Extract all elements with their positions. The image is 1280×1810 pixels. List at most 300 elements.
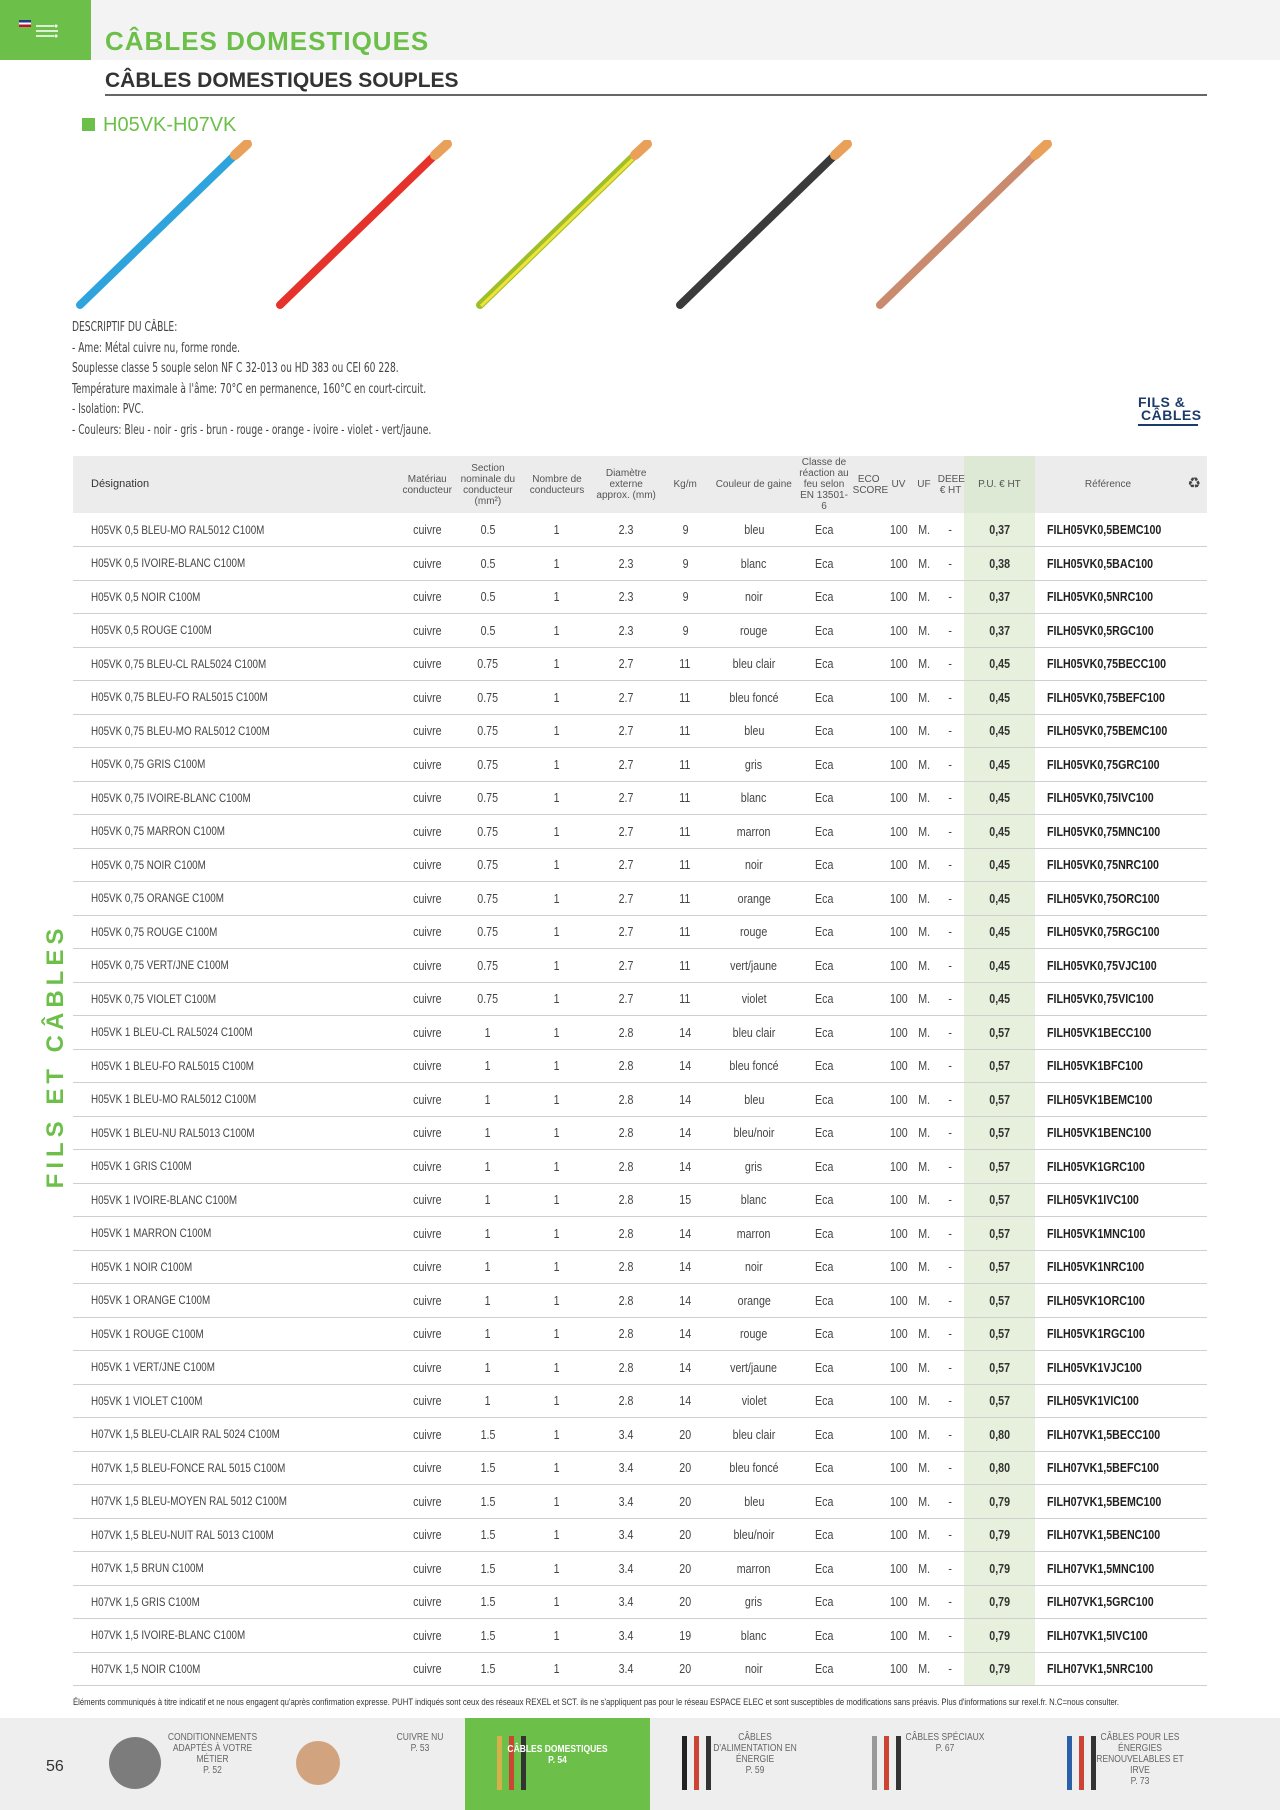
cell-uv: 100 [886,1116,912,1150]
cell-reference: FILH05VK0,75IVC100 [1035,781,1182,815]
cell-pu: 0,57 [964,1150,1034,1184]
cell-couleur: gris [711,1150,796,1184]
cell-empty [1181,949,1207,983]
cell-designation: H07VK 1,5 BLEU-MOYEN RAL 5012 C100M [73,1485,400,1519]
cell-classe: Eca [796,882,851,916]
cell-kgkm: 11 [659,815,711,849]
cell-couleur: noir [711,580,796,614]
cell-uf: M. [911,848,937,882]
cell-deee: - [937,781,965,815]
cell-couleur: violet [711,1384,796,1418]
cell-pu: 0,45 [964,748,1034,782]
cell-kgkm: 11 [659,982,711,1016]
nav-label: CUIVRE NU P. 53 [369,1732,471,1754]
cell-reference: FILH07VK1,5BEMC100 [1035,1485,1182,1519]
nav-label: CÂBLES D'ALIMENTATION EN ÉNERGIE P. 59 [704,1732,806,1776]
cell-diametre: 2.7 [593,982,659,1016]
product-table [73,456,1207,1686]
cell-uf: M. [911,1451,937,1485]
cell-designation: H07VK 1,5 BLEU-NUIT RAL 5013 C100M [73,1518,400,1552]
cell-couleur: noir [711,1250,796,1284]
cell-materiau: cuivre [400,1552,455,1586]
col-couleur: Couleur de gaine [711,456,796,513]
cell-deee: - [937,1652,965,1686]
cell-kgkm: 20 [659,1451,711,1485]
cell-kgkm: 20 [659,1518,711,1552]
table-row [73,647,1207,681]
cell-classe: Eca [796,580,851,614]
cell-reference: FILH07VK1,5BEFC100 [1035,1451,1182,1485]
cell-diametre: 2.8 [593,1384,659,1418]
cell-designation: H05VK 0,75 GRIS C100M [73,748,400,782]
cell-diametre: 2.8 [593,1217,659,1251]
cell-uv: 100 [886,1150,912,1184]
cell-designation: H05VK 0,75 VIOLET C100M [73,982,400,1016]
description-line: Température maximale à l'âme: 70°C en permanence, 160°C en court-circuit. [72,381,427,397]
cell-deee: - [937,982,965,1016]
cell-uv: 100 [886,1183,912,1217]
cell-classe: Eca [796,1518,851,1552]
cell-eco [852,1016,886,1050]
col-uv: UV [886,456,912,513]
cell-deee: - [937,647,965,681]
cell-eco [852,1585,886,1619]
col-diametre: Diamètre externe approx. (mm) [593,456,659,513]
table-row [73,1418,1207,1452]
cell-empty [1181,1552,1207,1586]
table-row [73,1217,1207,1251]
cell-eco [852,547,886,581]
cell-designation: H07VK 1,5 BRUN C100M [73,1552,400,1586]
cell-uv: 100 [886,949,912,983]
cell-materiau: cuivre [400,547,455,581]
cell-materiau: cuivre [400,1083,455,1117]
cell-pu: 0,79 [964,1585,1034,1619]
cell-classe: Eca [796,1284,851,1318]
cell-pu: 0,80 [964,1451,1034,1485]
cell-eco [852,1049,886,1083]
cell-reference: FILH05VK0,75RGC100 [1035,915,1182,949]
cell-uv: 100 [886,1451,912,1485]
cell-materiau: cuivre [400,781,455,815]
cell-designation: H05VK 0,75 NOIR C100M [73,848,400,882]
cell-couleur: noir [711,848,796,882]
cell-classe: Eca [796,1418,851,1452]
cell-pu: 0,79 [964,1518,1034,1552]
cell-pu: 0,37 [964,580,1034,614]
table-header-row [73,456,1207,513]
table-row [73,1183,1207,1217]
cell-designation: H05VK 1 ROUGE C100M [73,1317,400,1351]
cable-image [480,144,647,306]
nav-label: CÂBLES DOMESTIQUES P. 54 [479,1744,636,1766]
cell-materiau: cuivre [400,1652,455,1686]
cell-designation: H07VK 1,5 BLEU-CLAIR RAL 5024 C100M [73,1418,400,1452]
nav-page: P. 73 [1130,1776,1150,1787]
product-title-text: H05VK-H07VK [103,114,237,136]
cell-empty [1181,681,1207,715]
cell-section: 0.75 [455,748,521,782]
cell-classe: Eca [796,781,851,815]
cell-classe: Eca [796,748,851,782]
cell-couleur: noir [711,1652,796,1686]
cell-eco [852,915,886,949]
cell-classe: Eca [796,1384,851,1418]
cell-diametre: 2.8 [593,1351,659,1385]
cell-diametre: 2.7 [593,949,659,983]
cell-materiau: cuivre [400,1351,455,1385]
logo-bar [1138,424,1198,426]
table-row [73,681,1207,715]
cell-classe: Eca [796,1150,851,1184]
cell-diametre: 2.7 [593,915,659,949]
cell-nombre: 1 [521,1418,593,1452]
cell-nombre: 1 [521,647,593,681]
cell-uf: M. [911,1351,937,1385]
cell-deee: - [937,1418,965,1452]
cell-reference: FILH05VK1GRC100 [1035,1150,1182,1184]
table-row [73,1317,1207,1351]
cell-empty [1181,882,1207,916]
cell-materiau: cuivre [400,815,455,849]
cell-kgkm: 11 [659,848,711,882]
nav-item[interactable] [1035,1718,1280,1810]
cell-eco [852,614,886,648]
cell-kgkm: 11 [659,915,711,949]
col-deee: DEEE € HT [937,456,965,513]
table-row [73,1284,1207,1318]
cell-pu: 0,57 [964,1317,1034,1351]
col-materiau: Matériau conducteur [400,456,455,513]
cell-uf: M. [911,1518,937,1552]
cell-uf: M. [911,1485,937,1519]
cell-classe: Eca [796,1317,851,1351]
cell-pu: 0,79 [964,1485,1034,1519]
cell-couleur: rouge [711,1317,796,1351]
cell-kgkm: 9 [659,614,711,648]
cell-classe: Eca [796,1552,851,1586]
cell-pu: 0,80 [964,1418,1034,1452]
bullet-square-icon [82,118,95,131]
cell-empty [1181,1150,1207,1184]
table-row [73,1451,1207,1485]
cell-diametre: 2.7 [593,714,659,748]
cell-couleur: bleu clair [711,1016,796,1050]
cell-classe: Eca [796,1485,851,1519]
cell-diametre: 3.4 [593,1518,659,1552]
cell-materiau: cuivre [400,1518,455,1552]
nav-item[interactable] [275,1718,465,1810]
cell-reference: FILH05VK0,75BEFC100 [1035,681,1182,715]
cell-diametre: 3.4 [593,1652,659,1686]
cell-materiau: cuivre [400,1384,455,1418]
nav-item[interactable] [840,1718,1035,1810]
description-line: Souplesse classe 5 souple selon NF C 32-013 ou HD 383 ou CEI 60 228. [72,361,399,377]
cell-eco [852,513,886,547]
cell-deee: - [937,513,965,547]
cell-reference: FILH05VK1RGC100 [1035,1317,1182,1351]
cell-designation: H05VK 1 VERT/JNE C100M [73,1351,400,1385]
cell-diametre: 3.4 [593,1585,659,1619]
cell-designation: H05VK 0,75 IVOIRE-BLANC C100M [73,781,400,815]
cell-section: 0.75 [455,714,521,748]
cell-uv: 100 [886,681,912,715]
page-number: 56 [46,1758,64,1775]
cell-diametre: 3.4 [593,1619,659,1653]
cell-kgkm: 14 [659,1351,711,1385]
cell-uv: 100 [886,1619,912,1653]
cell-uf: M. [911,1217,937,1251]
table-row [73,915,1207,949]
cell-classe: Eca [796,949,851,983]
product-title [82,114,236,137]
cell-reference: FILH07VK1,5NRC100 [1035,1652,1182,1686]
cell-designation: H05VK 0,5 ROUGE C100M [73,614,400,648]
nav-item[interactable] [650,1718,840,1810]
cell-uf: M. [911,982,937,1016]
cell-empty [1181,1217,1207,1251]
cell-uv: 100 [886,781,912,815]
cell-uv: 100 [886,1552,912,1586]
cell-uf: M. [911,815,937,849]
table-row [73,1250,1207,1284]
cell-couleur: bleu foncé [711,1451,796,1485]
cell-deee: - [937,1384,965,1418]
cell-diametre: 2.8 [593,1284,659,1318]
section-title: CÂBLES DOMESTIQUES SOUPLES [105,69,459,92]
cell-classe: Eca [796,1351,851,1385]
cell-designation: H05VK 0,75 BLEU-FO RAL5015 C100M [73,681,400,715]
cell-empty [1181,1451,1207,1485]
cell-classe: Eca [796,1451,851,1485]
cell-eco [852,882,886,916]
recycle-icon: ♻ [1181,456,1207,513]
cell-couleur: marron [711,1217,796,1251]
cell-couleur: rouge [711,915,796,949]
cell-nombre: 1 [521,1351,593,1385]
col-nombre: Nombre de conducteurs [521,456,593,513]
cell-designation: H05VK 1 VIOLET C100M [73,1384,400,1418]
cell-reference: FILH05VK0,5RGC100 [1035,614,1182,648]
cell-diametre: 2.8 [593,1016,659,1050]
cell-eco [852,1183,886,1217]
cell-classe: Eca [796,614,851,648]
cell-diametre: 2.8 [593,1183,659,1217]
cell-empty [1181,1083,1207,1117]
cell-uf: M. [911,949,937,983]
cell-section: 0.75 [455,982,521,1016]
cell-uv: 100 [886,1384,912,1418]
cell-couleur: bleu [711,513,796,547]
cell-pu: 0,57 [964,1384,1034,1418]
cell-section: 0.5 [455,614,521,648]
cell-reference: FILH07VK1,5IVC100 [1035,1619,1182,1653]
cell-kgkm: 20 [659,1652,711,1686]
cell-designation: H05VK 0,75 MARRON C100M [73,815,400,849]
cell-kgkm: 14 [659,1150,711,1184]
cell-uf: M. [911,1317,937,1351]
nav-item[interactable] [465,1718,650,1810]
cell-diametre: 2.8 [593,1250,659,1284]
cell-empty [1181,1049,1207,1083]
cell-pu: 0,79 [964,1652,1034,1686]
table-row [73,1485,1207,1519]
cell-nombre: 1 [521,1150,593,1184]
nav-label: CÂBLES POUR LES ÉNERGIES RENOUVELABLES ET IRVE P. 73 [1089,1732,1191,1787]
cell-kgkm: 20 [659,1418,711,1452]
cell-kgkm: 20 [659,1485,711,1519]
cell-deee: - [937,949,965,983]
nav-label: CÂBLES SPÉCIAUX P. 67 [894,1732,996,1754]
cell-reference: FILH05VK0,75VJC100 [1035,949,1182,983]
cell-designation: H05VK 1 ORANGE C100M [73,1284,400,1318]
cell-reference: FILH05VK0,5NRC100 [1035,580,1182,614]
cell-couleur: orange [711,882,796,916]
table-row [73,882,1207,916]
cell-uv: 100 [886,647,912,681]
cell-uf: M. [911,1585,937,1619]
cell-section: 1 [455,1083,521,1117]
cell-classe: Eca [796,1585,851,1619]
cell-eco [852,1351,886,1385]
cell-diametre: 3.4 [593,1451,659,1485]
col-pu: P.U. € HT [964,456,1034,513]
cell-pu: 0,45 [964,848,1034,882]
cell-empty [1181,1518,1207,1552]
cell-section: 1 [455,1351,521,1385]
cell-eco [852,1317,886,1351]
cell-materiau: cuivre [400,580,455,614]
cell-materiau: cuivre [400,614,455,648]
cell-nombre: 1 [521,915,593,949]
cell-materiau: cuivre [400,1116,455,1150]
cell-section: 0.5 [455,513,521,547]
cell-designation: H05VK 0,75 BLEU-MO RAL5012 C100M [73,714,400,748]
catalog-menu-tab[interactable] [0,0,91,60]
cell-pu: 0,57 [964,1116,1034,1150]
cell-reference: FILH05VK0,75BEMC100 [1035,714,1182,748]
cell-materiau: cuivre [400,848,455,882]
cell-empty [1181,1652,1207,1686]
table-row [73,1083,1207,1117]
cell-deee: - [937,1518,965,1552]
cell-eco [852,1250,886,1284]
cell-nombre: 1 [521,547,593,581]
cell-section: 0.5 [455,580,521,614]
cell-kgkm: 11 [659,949,711,983]
cell-pu: 0,57 [964,1351,1034,1385]
cable-image [680,144,847,305]
cell-kgkm: 14 [659,1016,711,1050]
cell-nombre: 1 [521,1485,593,1519]
cell-empty [1181,580,1207,614]
cell-uv: 100 [886,882,912,916]
cell-diametre: 3.4 [593,1485,659,1519]
cell-pu: 0,45 [964,714,1034,748]
cell-kgkm: 11 [659,714,711,748]
cell-designation: H07VK 1,5 BLEU-FONCE RAL 5015 C100M [73,1451,400,1485]
cell-materiau: cuivre [400,882,455,916]
cell-designation: H05VK 1 GRIS C100M [73,1150,400,1184]
cell-classe: Eca [796,681,851,715]
table-row [73,949,1207,983]
cell-deee: - [937,915,965,949]
cell-nombre: 1 [521,1083,593,1117]
cell-uf: M. [911,915,937,949]
cell-pu: 0,79 [964,1552,1034,1586]
cell-uv: 100 [886,614,912,648]
table-row [73,1518,1207,1552]
cell-section: 1.5 [455,1652,521,1686]
cell-diametre: 2.7 [593,848,659,882]
cell-nombre: 1 [521,1016,593,1050]
table-row [73,1016,1207,1050]
cell-empty [1181,714,1207,748]
cell-reference: FILH07VK1,5GRC100 [1035,1585,1182,1619]
cell-uv: 100 [886,1351,912,1385]
cell-nombre: 1 [521,513,593,547]
cell-reference: FILH05VK0,75MNC100 [1035,815,1182,849]
col-classe: Classe de réaction au feu selon EN 13501-6 [796,456,851,513]
cell-deee: - [937,1284,965,1318]
cell-diametre: 2.8 [593,1150,659,1184]
cell-classe: Eca [796,714,851,748]
cell-nombre: 1 [521,1049,593,1083]
cell-uf: M. [911,580,937,614]
cell-uf: M. [911,647,937,681]
cell-deee: - [937,1250,965,1284]
cell-designation: H05VK 1 IVOIRE-BLANC C100M [73,1183,400,1217]
cell-classe: Eca [796,647,851,681]
cell-couleur: bleu foncé [711,1049,796,1083]
cell-eco [852,681,886,715]
cell-kgkm: 19 [659,1619,711,1653]
cell-uf: M. [911,1652,937,1686]
cell-kgkm: 11 [659,781,711,815]
cell-deee: - [937,1217,965,1251]
cell-diametre: 2.8 [593,1317,659,1351]
cell-eco [852,1217,886,1251]
cell-empty [1181,1183,1207,1217]
cell-uf: M. [911,1552,937,1586]
cell-pu: 0,79 [964,1619,1034,1653]
cell-kgkm: 14 [659,1317,711,1351]
cell-eco [852,815,886,849]
cell-materiau: cuivre [400,1049,455,1083]
cell-kgkm: 14 [659,1083,711,1117]
cell-uv: 100 [886,982,912,1016]
cell-uf: M. [911,1284,937,1318]
cell-designation: H05VK 0,5 NOIR C100M [73,580,400,614]
cell-nombre: 1 [521,882,593,916]
cell-materiau: cuivre [400,1619,455,1653]
cell-diametre: 2.8 [593,1049,659,1083]
cell-kgkm: 20 [659,1585,711,1619]
nav-page: P. 67 [935,1743,955,1754]
cell-section: 1.5 [455,1585,521,1619]
cell-section: 1 [455,1016,521,1050]
cell-pu: 0,45 [964,815,1034,849]
cell-eco [852,1418,886,1452]
cell-kgkm: 14 [659,1384,711,1418]
cell-nombre: 1 [521,1585,593,1619]
cell-couleur: bleu foncé [711,681,796,715]
cell-diametre: 2.3 [593,614,659,648]
cell-materiau: cuivre [400,714,455,748]
cell-uv: 100 [886,1284,912,1318]
cell-uv: 100 [886,1652,912,1686]
nav-item[interactable] [90,1718,275,1810]
